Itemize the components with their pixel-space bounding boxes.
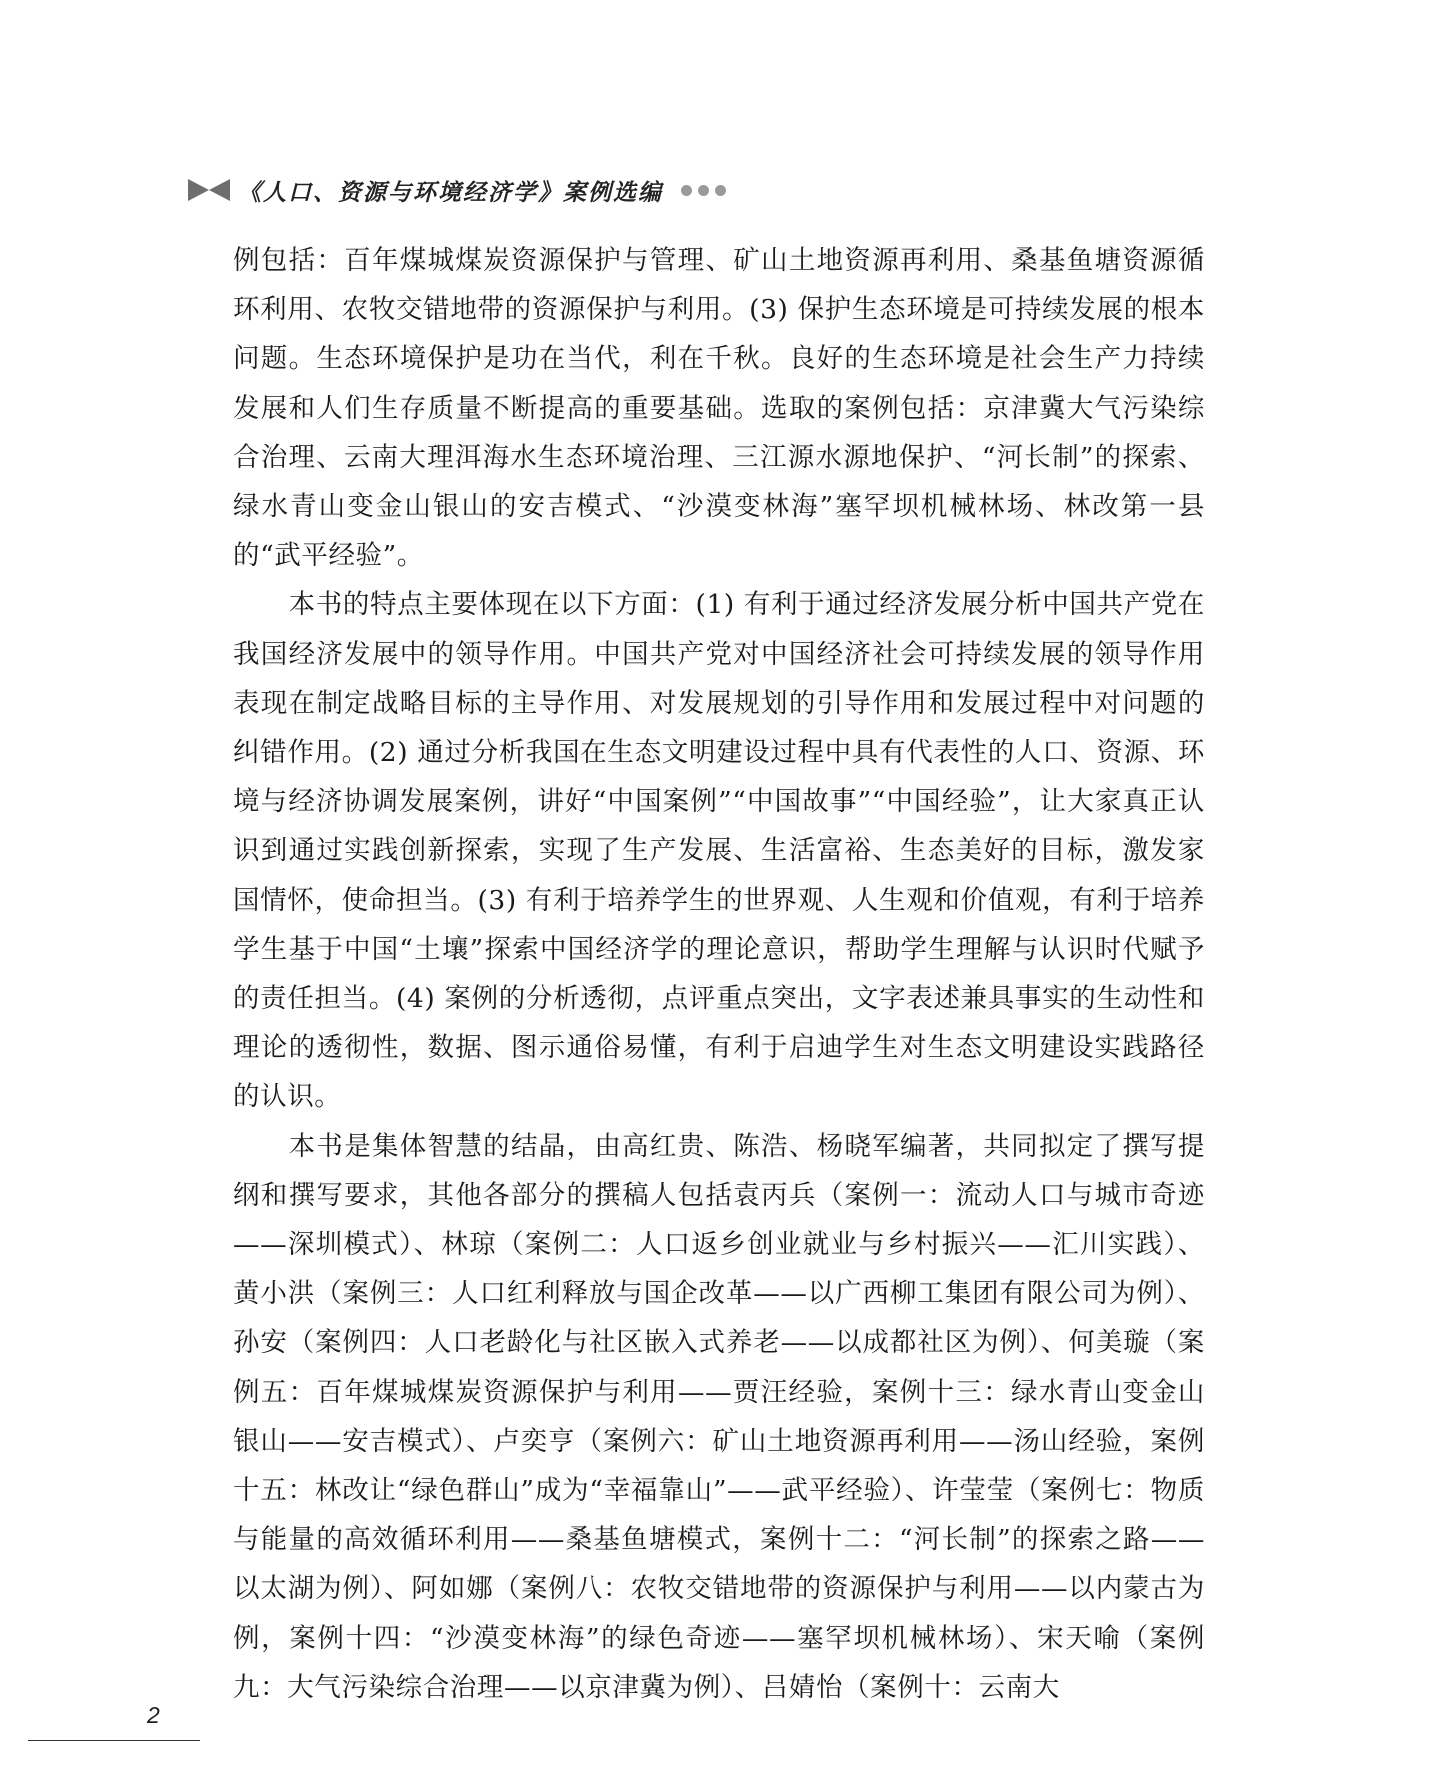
dot-icon	[681, 185, 692, 196]
book-title: 《人口、资源与环境经济学》案例选编	[238, 178, 663, 206]
dot-icon	[715, 185, 726, 196]
running-header	[188, 170, 726, 210]
paragraph-authors: 本书是集体智慧的结晶，由高红贵、陈浩、杨晓军编著，共同拟定了撰写提纲和撰写要求，其他各部分的撰稿人包括袁丙兵（案例一：流动人口与城市奇迹——深圳模式）、林琼（案例二：人口返乡创业就业与乡村振兴——汇川实践）、黄小洪（案例三：人口红利释放与国企改革——以广西柳工集团有限公司为例）、孙安（案例四：人口老龄化与社区嵌入式养老——以成都社区为例）、何美璇（案例五：百年煤城煤炭资源保护与利用——贾汪经验，案例十三：绿水青山变金山银山——安吉模式）、卢奕亨（案例六：矿山土地资源再利用——汤山经验，案例十五：林改让“绿色群山”成为“幸福靠山”——武平经验）、许莹莹（案例七：物质与能量的高效循环利用——桑基鱼塘模式，案例十二：“河长制”的探索之路——以太湖为例）、阿如娜（案例八：农牧交错地带的资源保护与利用——以内蒙古为例，案例十四：“沙漠变林海”的绿色奇迹——塞罕坝机械林场）、宋天喻（案例九：大气污染综合治理——以京津冀为例）、吕婧怡（案例十：云南大	[233, 1130, 1205, 1703]
footer-rule	[28, 1740, 200, 1741]
page-number: 2	[147, 1702, 160, 1728]
dot-icon	[698, 185, 709, 196]
paragraph-continued: 例包括：百年煤城煤炭资源保护与管理、矿山土地资源再利用、桑基鱼塘资源循环利用、农牧交错地带的资源保护与利用。(3) 保护生态环境是可持续发展的根本问题。生态环境保护是功在当代，利在千秋。良好的生态环境是社会生产力持续发展和人们生存质量不断提高的重要基础。选取的案例包括：京津冀大气污染综合治理、云南大理洱海水生态环境治理、三江源水源地保护、“河长制”的探索、绿水青山变金山银山的安吉模式、“沙漠变林海”塞罕坝机械林场、林改第一县的“武平经验”。	[233, 245, 1205, 572]
header-dots	[681, 185, 726, 196]
body-text	[233, 236, 1205, 1712]
bowtie-icon	[188, 179, 230, 201]
paragraph-features: 本书的特点主要体现在以下方面：(1) 有利于通过经济发展分析中国共产党在我国经济发展中的领导作用。中国共产党对中国经济社会可持续发展的领导作用表现在制定战略目标的主导作用、对发展规划的引导作用和发展过程中对问题的纠错作用。(2) 通过分析我国在生态文明建设过程中具有代表性的人口、资源、环境与经济协调发展案例，讲好“中国案例”“中国故事”“中国经验”，让大家真正认识到通过实践创新探索，实现了生产发展、生活富裕、生态美好的目标，激发家国情怀，使命担当。(3) 有利于培养学生的世界观、人生观和价值观，有利于培养学生基于中国“土壤”探索中国经济学的理论意识，帮助学生理解与认识时代赋予的责任担当。(4) 案例的分析透彻，点评重点突出，文字表述兼具事实的生动性和理论的透彻性，数据、图示通俗易懂，有利于启迪学生对生态文明建设实践路径的认识。	[233, 589, 1205, 1113]
